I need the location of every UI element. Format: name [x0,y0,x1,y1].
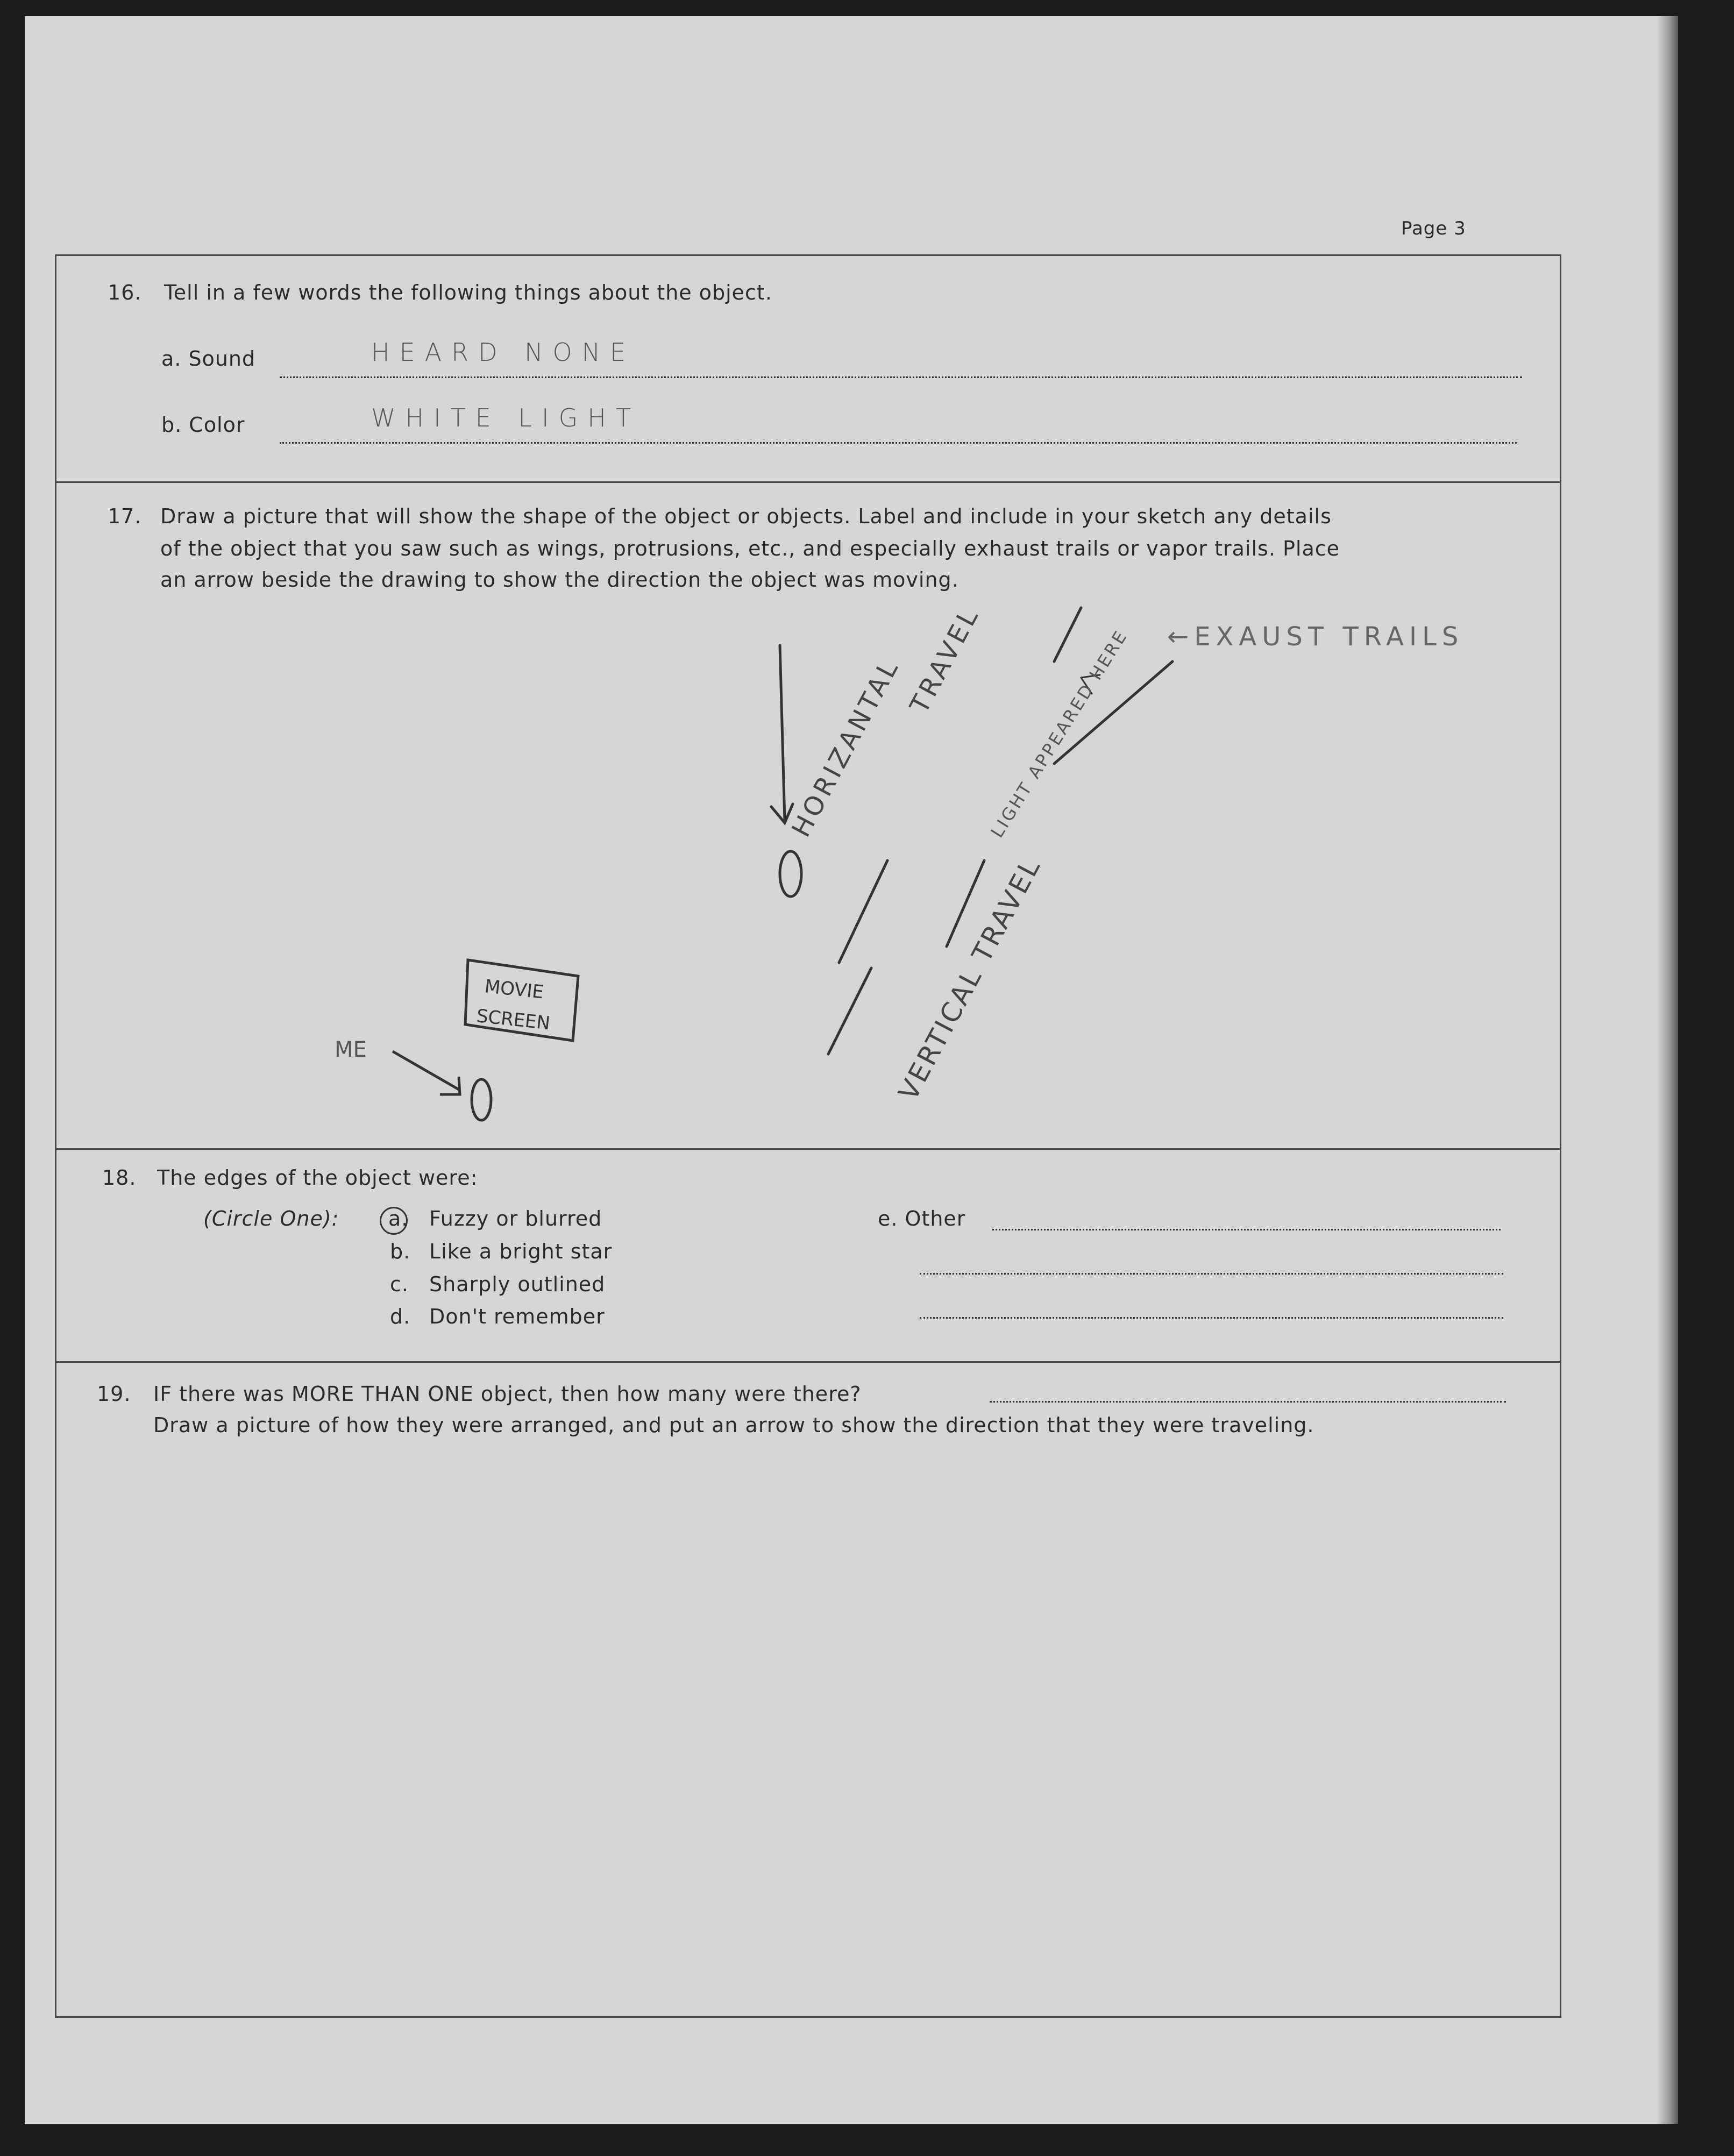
option-letter: d. [390,1305,411,1328]
q17-line-2: of the object that you saw such as wings, protrusions, etc., and especially exhaust trails or vapor trails. Place [160,537,1340,560]
q18-prompt: The edges of the object were: [157,1166,478,1190]
movie-screen [465,960,578,1041]
me-arrow [393,1051,491,1120]
option-letter: b. [390,1240,411,1263]
q19-line-1: IF there was MORE THAN ONE object, then how many were there? [153,1382,862,1406]
movie-screen-label-2: SCREEN [475,1005,551,1035]
other-field-line-3[interactable] [920,1317,1503,1319]
other-field-line[interactable] [992,1229,1501,1230]
q19-line-2: Draw a picture of how they were arranged, and put an arrow to show the direction that they were traveling. [153,1413,1314,1437]
horizontal-label: HORIZANTAL [786,653,906,842]
trail-line-3 [839,860,887,963]
circle-one-label: (Circle One): [203,1207,339,1230]
horizontal-arrow-shaft [780,645,785,820]
q19-number: 19. [97,1382,131,1406]
q17-line-1: Draw a picture that will show the shape of the object or objects. Label and include in your sketch any details [160,504,1332,528]
option-label: Fuzzy or blurred [429,1207,602,1230]
me-label: ME [335,1037,367,1062]
color-label: b. Color [161,413,245,437]
travel-label: TRAVEL [904,601,986,718]
q17-line-3: an arrow beside the drawing to show the direction the object was moving. [160,568,959,592]
option-label: Like a bright star [429,1240,613,1263]
other-field-line-2[interactable] [920,1273,1503,1275]
light-appeared-label: LIGHT APPEARED HERE [986,625,1132,842]
trail-line-1 [1054,608,1081,661]
q16-number: 16. [108,281,142,304]
page-number: Page 3 [1401,218,1466,239]
option-label: Don't remember [429,1305,605,1328]
other-label: e. Other [878,1207,966,1230]
exhaust-trails-label: ←EXAUST TRAILS [1167,622,1464,652]
option-letter: a. [388,1207,409,1230]
option-letter: c. [390,1272,409,1296]
q17-number: 17. [108,504,142,528]
count-field-line[interactable] [990,1401,1506,1403]
selected-circle-mark [380,1207,408,1235]
q18-number: 18. [102,1166,137,1190]
color-value[interactable]: WHITE LIGHT [371,403,641,432]
option-label: Sharply outlined [429,1272,606,1296]
q16-prompt: Tell in a few words the following things about the object. [164,281,772,304]
sound-label: a. Sound [161,347,256,371]
sound-value[interactable]: HEARD NONE [371,338,636,367]
object-circle [780,851,801,896]
movie-screen-label-1: MOVIE [484,976,545,1004]
vertical-travel-label: VERTICAL TRAVEL [892,852,1047,1106]
vertical-trail [828,968,871,1054]
